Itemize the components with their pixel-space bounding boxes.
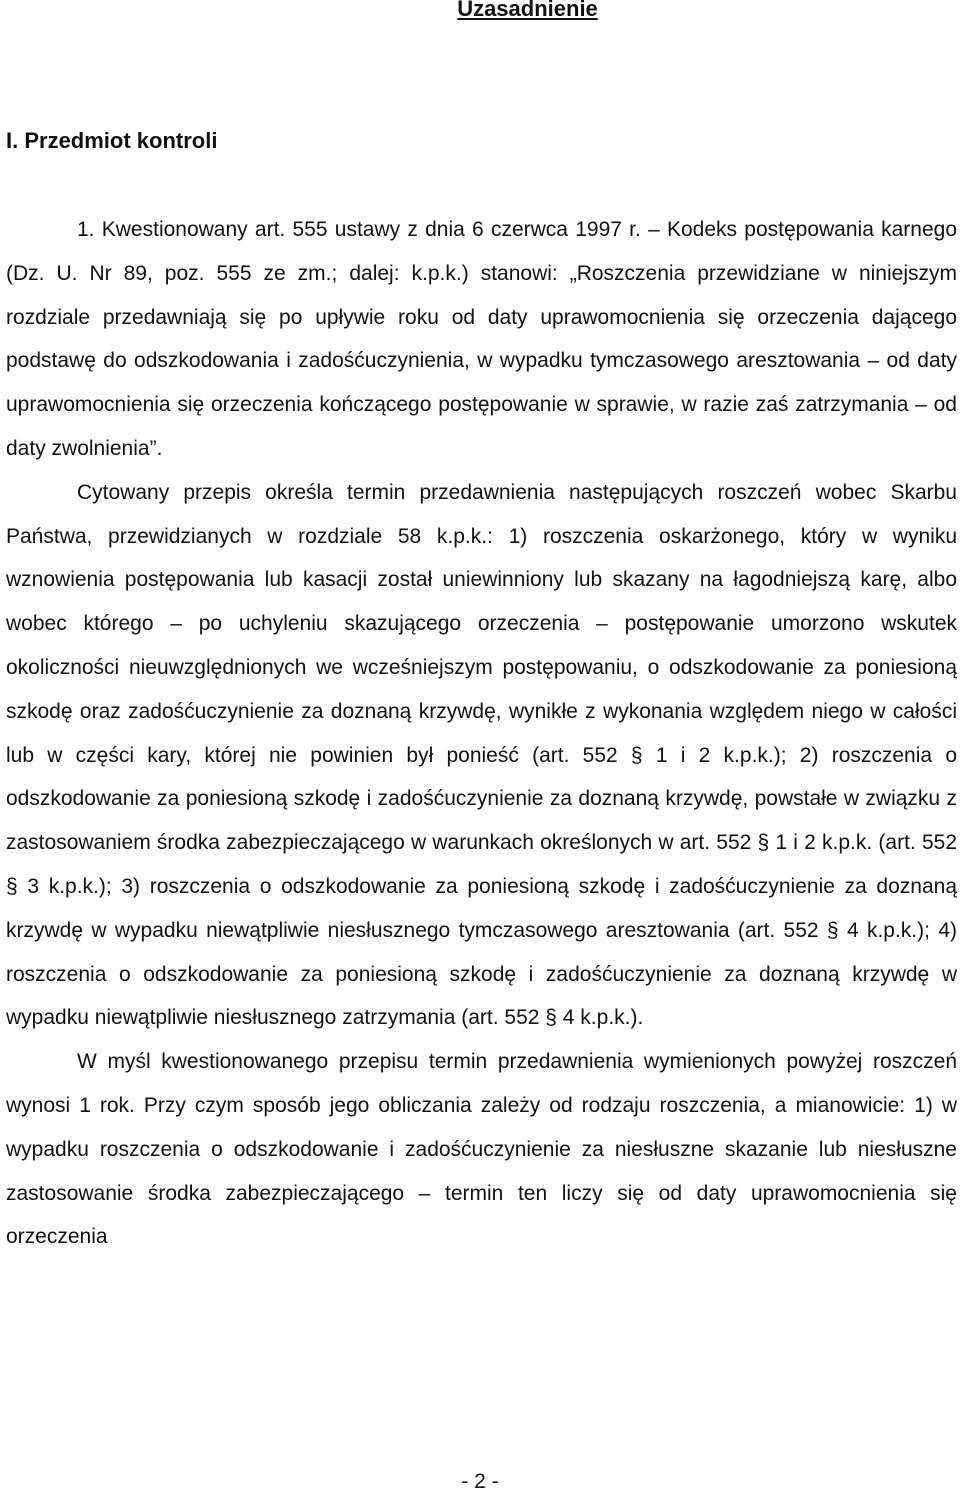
page-number: - 2 - bbox=[461, 1470, 499, 1493]
section-heading: I. Przedmiot kontroli bbox=[6, 128, 218, 153]
paragraph: Cytowany przepis określa termin przedawnienia następujących roszczeń wobec Skarbu Państwa, przewidzianych w rozdziale 58 k.p.k.: 1) roszczenia oskarżonego, który w wyniku wznowienia postępowania lub kasacji został uniewinniony lub skazany na łagodniejszą karę, albo wobec którego – po uchyleniu skazującego orzeczenia – postępowanie umorzono wskutek okoliczności nieuwzględnionych we wcześniejszym postępowaniu, o odszkodowanie za poniesioną szkodę oraz zadośćuczynienie za doznaną krzywdę, wynikłe z wykonania względem niego w całości lub w części kary, której nie powinien był ponieść (art. 552 § 1 i 2 k.p.k.); 2) roszczenia o odszkodowanie za poniesioną szkodę i zadośćuczynienie za doznaną krzywdę, powstałe w związku z zastosowaniem środka zabezpieczającego w warunkach określonych w art. 552 § 1 i 2 k.p.k. (art. 552 § 3 k.p.k.); 3) roszczenia o odszkodowanie za poniesioną szkodę i zadośćuczynienie za doznaną krzywdę w wypadku niewątpliwie niesłusznego tymczasowego aresztowania (art. 552 § 4 k.p.k.); 4) roszczenia o odszkodowanie za poniesioną szkodę i zadośćuczynienie za doznaną krzywdę w wypadku niewątpliwie niesłusznego zatrzymania (art. 552 § 4 k.p.k.). bbox=[6, 480, 957, 1030]
paragraph: 1. Kwestionowany art. 555 ustawy z dnia 6 czerwca 1997 r. – Kodeks postępowania karnego (Dz. U. Nr 89, poz. 555 ze zm.; dalej: k.p.k.) stanowi: „Roszczenia przewidziane w niniejszym rozdziale przedawniają się po upływie roku od daty uprawomocnienia się orzeczenia dającego podstawę do odszkodowania i zadośćuczynienia, w wypadku tymczasowego aresztowania – od daty uprawomocnienia się orzeczenia kończącego postępowanie w sprawie, w razie zaś zatrzymania – od daty zwolnienia”. bbox=[6, 218, 957, 460]
document-title: Uzasadnienie bbox=[457, 0, 598, 21]
document-body bbox=[6, 208, 957, 1259]
paragraph: W myśl kwestionowanego przepisu termin przedawnienia wymienionych powyżej roszczeń wynosi 1 rok. Przy czym sposób jego obliczania zależy od rodzaju roszczenia, a mianowicie: 1) w wypadku roszczenia o odszkodowanie i zadośćuczynienie za niesłuszne skazanie lub niesłuszne zastosowanie środka zabezpieczającego – termin ten liczy się od daty uprawomocnienia się orzeczenia bbox=[6, 1050, 957, 1249]
